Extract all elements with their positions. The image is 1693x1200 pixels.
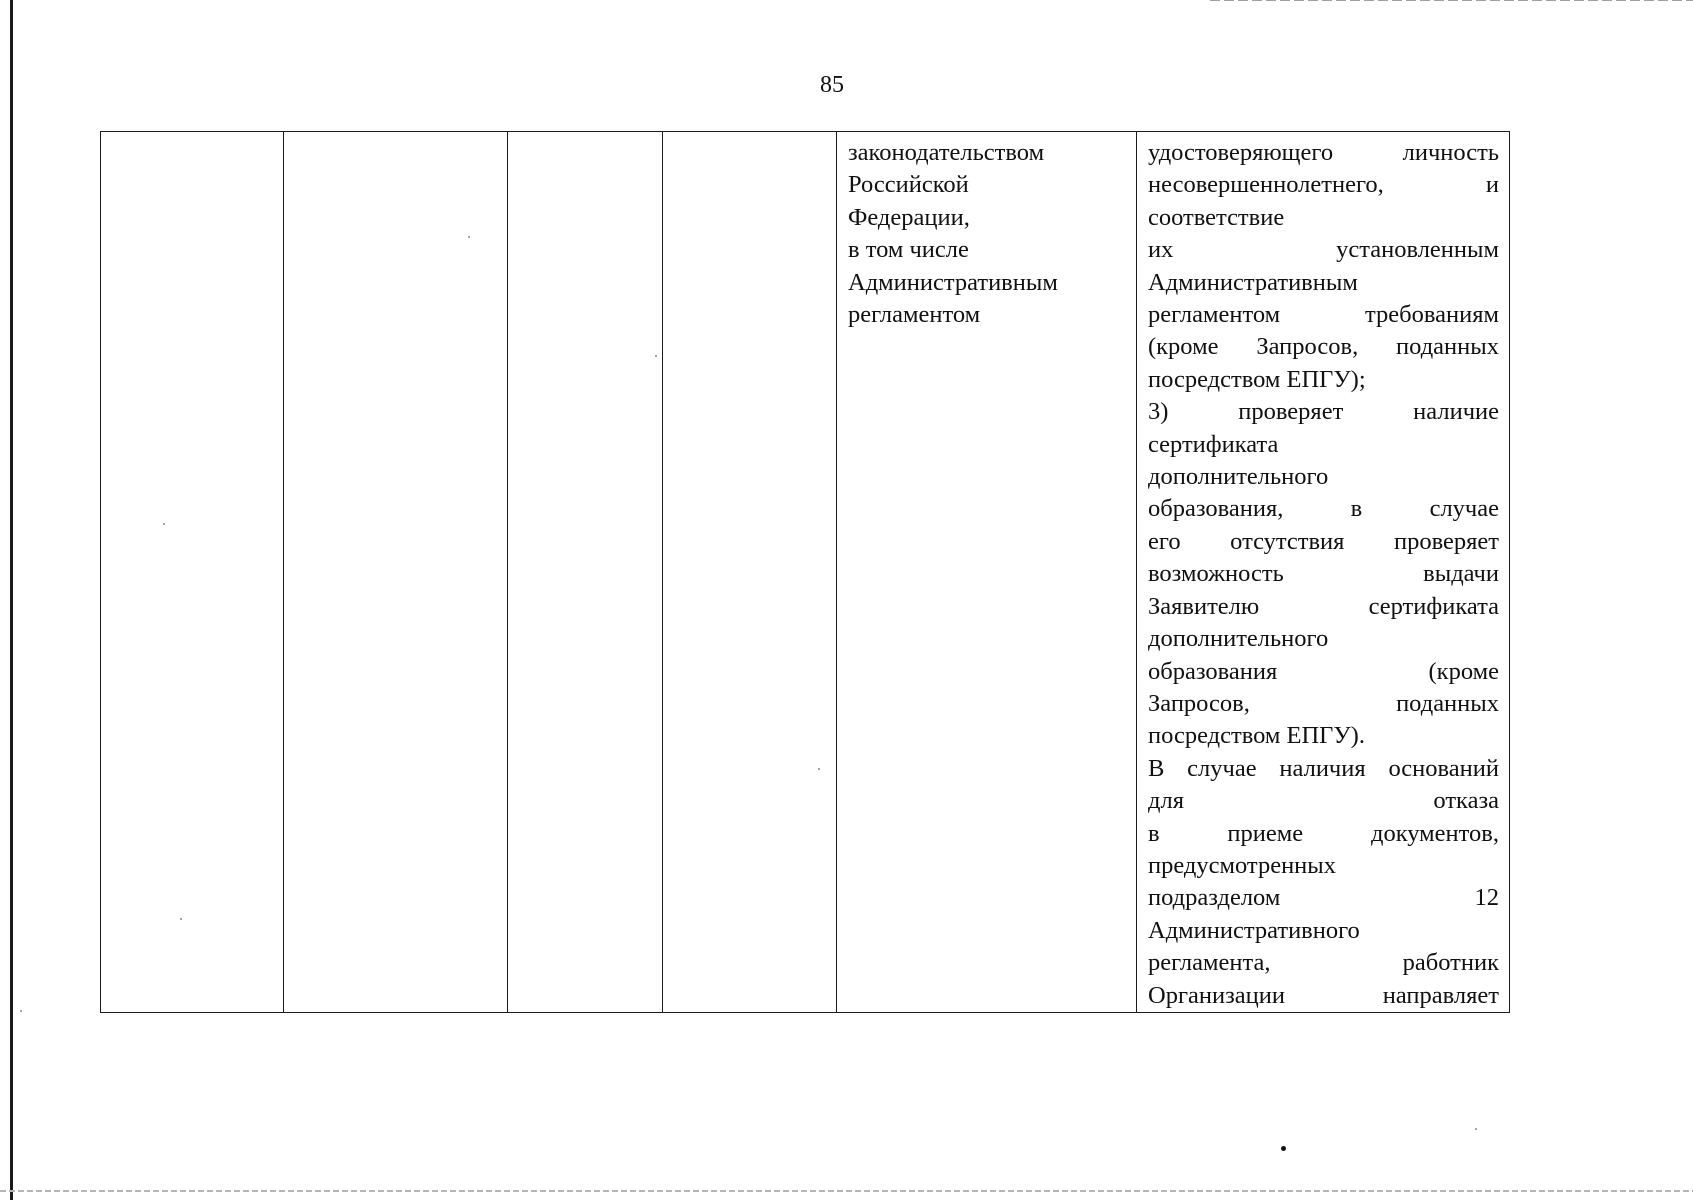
table-cell-col6 <box>1137 132 1510 1013</box>
cell-text-line: посредством ЕПГУ); <box>1148 365 1366 393</box>
table-cell-col2 <box>284 132 508 1013</box>
cell-text-line: Федерации, <box>848 203 970 231</box>
cell-text-line: (кроме Запросов, поданных <box>1148 333 1499 361</box>
table-cell-col3 <box>508 132 663 1013</box>
cell-text-line: Запросов, поданных <box>1148 689 1499 717</box>
cell-text-line: Административным <box>1148 268 1358 296</box>
cell-text-line: несовершеннолетнего, и <box>1148 171 1499 199</box>
cell-text-line: образования (кроме <box>1148 657 1499 685</box>
cell-text-line: Административного <box>1148 916 1360 944</box>
scan-speck <box>1475 1128 1477 1130</box>
scan-edge-bottom <box>0 1190 1693 1192</box>
cell-text-line: возможность выдачи <box>1148 560 1499 588</box>
table-cell-col5 <box>837 132 1137 1013</box>
cell-text-line: соответствие <box>1148 203 1285 231</box>
cell-text-line: Организации направляет <box>1148 981 1499 1009</box>
cell-text-line: удостоверяющего личность <box>1148 139 1499 166</box>
table-row <box>101 132 1510 1013</box>
scan-speck <box>20 1010 22 1012</box>
cell-text-line: регламентом требованиям <box>1148 301 1499 329</box>
cell-text-line: Заявителю сертификата <box>1148 592 1499 620</box>
cell-text-line: дополнительного <box>1148 463 1329 491</box>
cell-text-line: их установленным <box>1148 236 1499 264</box>
cell-text-line: регламентом <box>848 301 981 329</box>
cell-text-line: законодательством <box>848 139 1045 166</box>
table-cell-col4 <box>663 132 837 1013</box>
cell-text-line: его отсутствия проверяет <box>1148 527 1499 555</box>
cell-text-line: посредством ЕПГУ). <box>1148 722 1365 750</box>
cell-text-line: дополнительного <box>1148 625 1329 653</box>
cell-text-line: подразделом 12 <box>1148 884 1499 912</box>
cell-text-line: в приеме документов, <box>1148 819 1499 847</box>
cell-text-line: регламента, работник <box>1148 949 1499 977</box>
cell-text-line: В случае наличия оснований <box>1148 754 1499 782</box>
table-cell-col1 <box>101 132 284 1013</box>
cell-text-line: для отказа <box>1148 787 1499 815</box>
cell-text-line: 3) проверяет наличие <box>1148 398 1499 426</box>
cell-text-line: образования, в случае <box>1148 495 1499 523</box>
cell-text-line: Российской <box>848 171 969 199</box>
cell-text-line: Административным <box>848 268 1058 296</box>
cell-text-line: в том числе <box>848 236 969 264</box>
cell-text-line: сертификата <box>1148 430 1279 458</box>
scan-speck <box>1281 1146 1286 1151</box>
document-table <box>100 131 1510 1013</box>
cell-text-line: предусмотренных <box>1148 851 1336 879</box>
page-number: 85 <box>820 72 844 98</box>
scan-edge-left <box>10 0 13 1200</box>
scan-edge-top <box>1210 0 1693 1</box>
